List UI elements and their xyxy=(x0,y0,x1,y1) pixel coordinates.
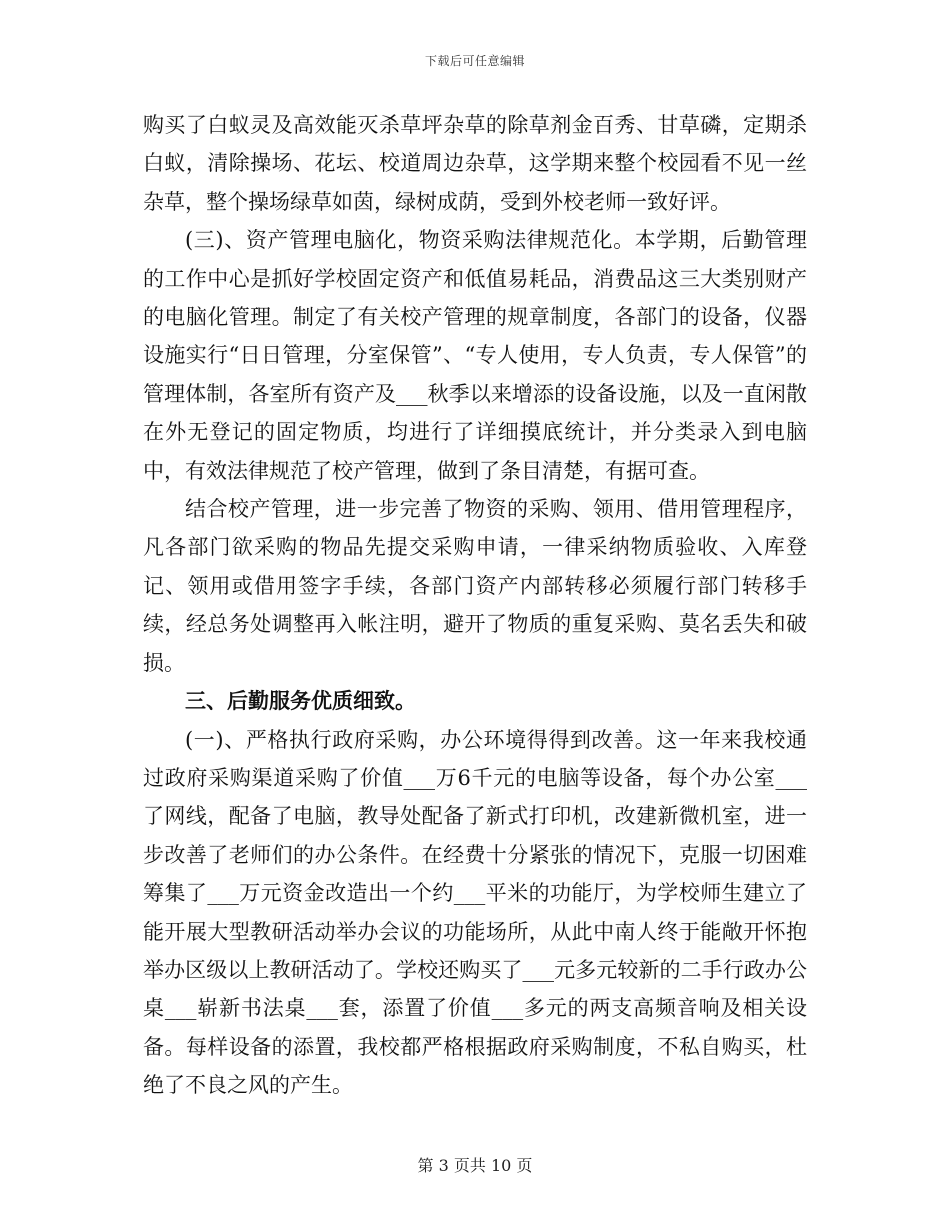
page-number-footer: 第 3 页共 10 页 xyxy=(417,1156,533,1175)
paragraph-procurement-procedure: 结合校产管理，进一步完善了物资的采购、领用、借用管理程序，凡各部门欲采购的物品先提交采购申请，一律采纳物质验收、入库登记、领用或借用签字手续，各部门资产内部转移必须履行部门转移手续，经总务处调整再入帐注明，避开了物质的重复采购、莫名丢失和破损。 xyxy=(143,497,807,675)
section-heading: 三、后勤服务优质细致。 xyxy=(185,688,416,714)
paragraph-continuation: 购买了白蚁灵及高效能灭杀草坪杂草的除草剂金百秀、甘草磷，定期杀白蚁，清除操场、花坛、校道周边杂草，这学期来整个校园看不见一丝杂草，整个操场绿草如茵，绿树成荫，受到外校老师一致好评。 xyxy=(143,113,807,214)
page-header: 下载后可任意编辑 xyxy=(424,54,525,68)
paragraph-asset-management: (三)、资产管理电脑化，物资采购法律规范化。本学期，后勤管理的工作中心是抓好学校固定资产和低值易耗品，消费品这三大类别财产的电脑化管理。制定了有关校产管理的规章制度，各部门的设备，仪器设施实行“日日管理，分室保管”、“专人使用，专人负责，专人保管”的管理体制，各室所有资产及___秋季以来增添的设备设施，以及一直闲散在外无登记的固定物质，均进行了详细摸底统计，并分类录入到电脑中，有效法律规范了校产管理，做到了条目清楚，有据可查。 xyxy=(143,228,807,483)
paragraph-government-procurement: (一)、严格执行政府采购，办公环境得得到改善。这一年来我校通过政府采购渠道采购了价值___万6千元的电脑等设备，每个办公室___了网线，配备了电脑，教导处配备了新式打印机，改建新微机室，进一步改善了老师们的办公条件。在经费十分紧张的情况下，克服一切困难筹集了___万元资金改造出一个约___平米的功能厅，为学校师生建立了能开展大型教研活动举办会议的功能场所，从此中南人终于能敞开怀抱举办区级以上教研活动了。学校还购买了___元多元较新的二手行政办公桌___崭新书法桌___套，添置了价值___多元的两支高频音响及相关设备。每样设备的添置，我校都严格根据政府采购制度，不私自购买，杜绝了不良之风的产生。 xyxy=(143,727,807,1098)
document-body xyxy=(143,106,807,1105)
